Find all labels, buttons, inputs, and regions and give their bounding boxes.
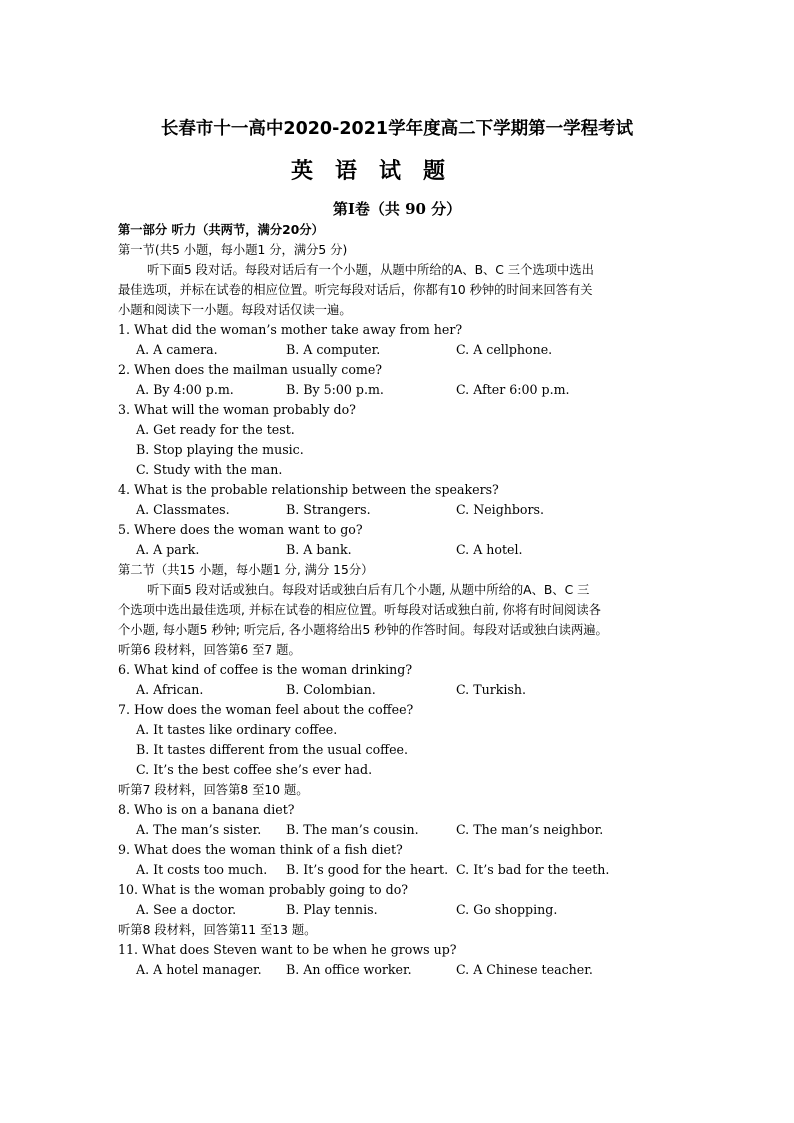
option-b: B. A bank.	[286, 542, 352, 557]
option-b: B. The man’s cousin.	[286, 822, 419, 837]
option-c: C. Go shopping.	[456, 902, 558, 917]
option-c: C. Turkish.	[456, 682, 526, 697]
option-c: C. The man’s neighbor.	[456, 822, 604, 837]
option-b: B. Colombian.	[286, 682, 376, 697]
option-a: A. A hotel manager.	[136, 962, 262, 977]
option-b: B. Stop playing the music.	[136, 442, 304, 457]
option-b: B. By 5:00 p.m.	[286, 382, 384, 397]
option-a: A. By 4:00 p.m.	[136, 382, 234, 397]
option-a: A. The man’s sister.	[136, 822, 262, 837]
section1-instruction-line: 听下面5 段对话。每段对话后有一个小题，从题中所给的A、B、C 三个选项中选出	[147, 263, 594, 277]
exam-content	[118, 220, 678, 980]
question-stem: 5. Where does the woman want to go?	[118, 522, 363, 537]
question-stem: 10. What is the woman probably going to do?	[118, 882, 409, 897]
volume-heading: 第Ⅰ卷（共 90 分）	[332, 200, 462, 218]
option-b: B. Play tennis.	[286, 902, 378, 917]
option-b: B. It tastes different from the usual coffee.	[136, 742, 409, 757]
option-b: B. It’s good for the heart.	[286, 862, 449, 877]
option-b: B. An office worker.	[286, 962, 412, 977]
option-a: A. It costs too much.	[136, 862, 268, 877]
option-c: C. It’s bad for the teeth.	[456, 862, 610, 877]
option-a: A. It tastes like ordinary coffee.	[136, 722, 338, 737]
option-c: C. It’s the best coffee she’s ever had.	[136, 762, 373, 777]
question-stem: 3. What will the woman probably do?	[118, 402, 356, 417]
exam-title: 长春市十一高中2020-2021学年度高二下学期第一学程考试	[160, 119, 634, 139]
section2-instruction-line: 听下面5 段对话或独白。每段对话或独白后有几个小题, 从题中所给的A、B、C 三	[147, 583, 590, 597]
option-a: A. See a doctor.	[136, 902, 237, 917]
option-a: A. African.	[136, 682, 204, 697]
question-options	[118, 900, 678, 920]
question-stem: 2. When does the mailman usually come?	[118, 362, 383, 377]
question-options	[118, 960, 678, 980]
question-options	[118, 860, 678, 880]
section1-heading: 第一节(共5 小题，每小题1 分，满分5 分)	[118, 243, 348, 257]
question-options	[118, 500, 678, 520]
section1-instruction-line: 小题和阅读下一小题。每段对话仅读一遍。	[118, 303, 352, 317]
option-a: A. A park.	[136, 542, 200, 557]
option-a: A. Classmates.	[136, 502, 230, 517]
question-stem: 6. What kind of coffee is the woman drinking?	[118, 662, 413, 677]
section2-instruction-line: 个选项中选出最佳选项, 并标在试卷的相应位置。听每段对话或独白前, 你将有时间阅读各	[118, 603, 601, 617]
material-note: 听第8 段材料，回答第11 至13 题。	[118, 923, 317, 937]
question-options	[118, 540, 678, 560]
material-note: 听第7 段材料，回答第8 至10 题。	[118, 783, 309, 797]
question-options	[118, 380, 678, 400]
question-stem: 8. Who is on a banana diet?	[118, 802, 295, 817]
option-b: B. A computer.	[286, 342, 381, 357]
question-stem: 9. What does the woman think of a fish diet?	[118, 842, 403, 857]
option-c: C. A cellphone.	[456, 342, 553, 357]
part1-heading: 第一部分 听力（共两节，满分20分）	[118, 223, 324, 237]
option-c: C. Neighbors.	[456, 502, 544, 517]
option-a: A. A camera.	[136, 342, 218, 357]
question-options	[118, 820, 678, 840]
subject-title: 英语试题	[290, 159, 467, 184]
material-note: 听第6 段材料，回答第6 至7 题。	[118, 643, 301, 657]
option-c: C. After 6:00 p.m.	[456, 382, 570, 397]
option-c: C. A hotel.	[456, 542, 523, 557]
question-options	[118, 340, 678, 360]
option-c: C. A Chinese teacher.	[456, 962, 593, 977]
section1-instruction-line: 最佳选项，并标在试卷的相应位置。听完每段对话后，你都有10 秒钟的时间来回答有关	[118, 283, 593, 297]
question-stem: 11. What does Steven want to be when he grows up?	[118, 942, 457, 957]
section2-instruction-line: 个小题, 每小题5 秒钟; 听完后, 各小题将给出5 秒钟的作答时间。每段对话或独白读两遍。	[118, 623, 608, 637]
option-c: C. Study with the man.	[136, 462, 283, 477]
option-a: A. Get ready for the test.	[136, 422, 295, 437]
question-stem: 7. How does the woman feel about the coffee?	[118, 702, 414, 717]
question-stem: 4. What is the probable relationship between the speakers?	[118, 482, 499, 497]
question-stem: 1. What did the woman’s mother take away from her?	[118, 322, 463, 337]
question-options	[118, 680, 678, 700]
section2-heading: 第二节（共15 小题，每小题1 分, 满分 15分）	[118, 563, 374, 577]
option-b: B. Strangers.	[286, 502, 371, 517]
